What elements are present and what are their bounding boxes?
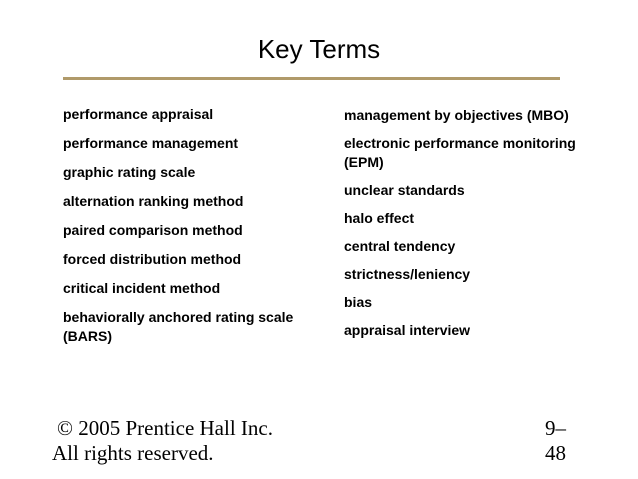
term-item: halo effect	[344, 210, 415, 226]
page-number	[545, 416, 566, 466]
term-item: paired comparison method	[63, 222, 243, 238]
rights-line: All rights reserved.	[52, 441, 214, 465]
term-item: strictness/leniency	[344, 266, 471, 282]
copyright-notice	[52, 416, 273, 466]
term-item: behaviorally anchored rating scale (BARS)	[63, 309, 294, 344]
term-item: unclear standards	[344, 182, 465, 198]
left-terms-list	[63, 105, 298, 356]
term-item: performance management	[63, 135, 239, 151]
term-item: performance appraisal	[63, 106, 214, 122]
copyright-line: © 2005 Prentice Hall Inc.	[57, 416, 273, 440]
term-item: electronic performance monitoring (EPM)	[344, 135, 576, 170]
term-item: alternation ranking method	[63, 193, 244, 209]
right-terms-list	[344, 106, 584, 349]
title-divider	[63, 77, 560, 80]
slide-number: 48	[545, 441, 566, 465]
term-item: forced distribution method	[63, 251, 242, 267]
term-item: critical incident method	[63, 280, 221, 296]
term-item: central tendency	[344, 238, 456, 254]
chapter-number: 9–	[545, 416, 566, 440]
term-item: appraisal interview	[344, 322, 471, 338]
term-item: bias	[344, 294, 373, 310]
term-item: management by objectives (MBO)	[344, 107, 569, 123]
slide-title: Key Terms	[257, 34, 381, 64]
term-item: graphic rating scale	[63, 164, 196, 180]
